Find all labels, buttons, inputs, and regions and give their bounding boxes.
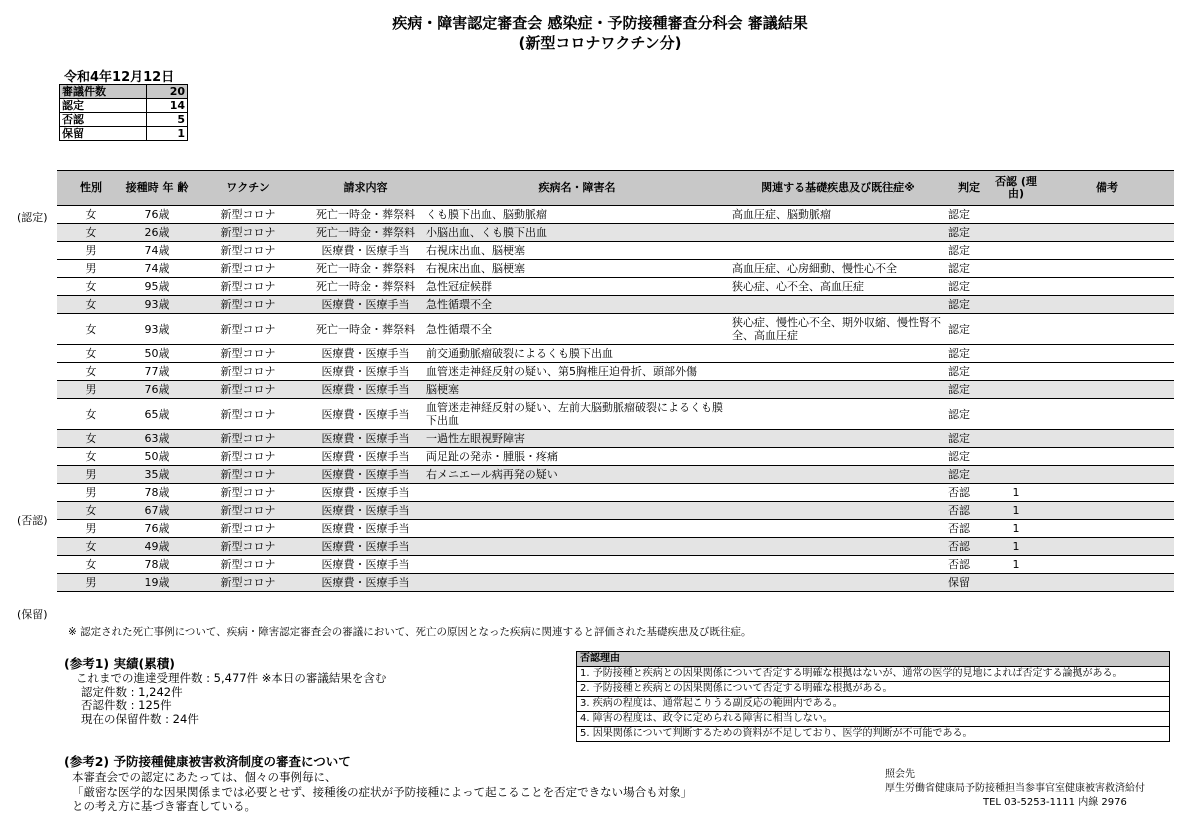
cell-remarks (1040, 466, 1174, 484)
table-row (57, 399, 1174, 430)
cell-sex: 女 (57, 430, 125, 448)
cell-underlying (730, 484, 946, 502)
denial-reason-item: 5. 因果関係について判断するための資料が不足しており、医学的判断が不可能である。 (577, 727, 1170, 742)
cell-sex: 男 (57, 484, 125, 502)
cell-disease (424, 556, 730, 574)
reference-2-line: 本審査会での認定にあたっては、個々の事例毎に、 (72, 770, 337, 784)
cell-age: 77歳 (125, 363, 189, 381)
cell-vaccine: 新型コロナ (189, 502, 307, 520)
cell-sex: 女 (57, 538, 125, 556)
cell-judgment: 否認 (946, 556, 992, 574)
cell-remarks (1040, 520, 1174, 538)
total-denied: 否認件数 : 125件 (81, 698, 172, 712)
cell-vaccine: 新型コロナ (189, 520, 307, 538)
contact-label: 照会先 (885, 769, 915, 780)
cell-sex: 女 (57, 363, 125, 381)
cell-denial (992, 345, 1040, 363)
cell-age: 67歳 (125, 502, 189, 520)
denial-reason-item: 3. 疾病の程度は、通常起こりうる副反応の範囲内である。 (577, 697, 1170, 712)
table-row (57, 345, 1174, 363)
cell-disease: 一過性左眼視野障害 (424, 430, 730, 448)
cell-vaccine: 新型コロナ (189, 296, 307, 314)
cell-sex: 女 (57, 502, 125, 520)
cell-sex: 女 (57, 399, 125, 430)
cell-denial: 1 (992, 520, 1040, 538)
cell-sex: 女 (57, 278, 125, 296)
cell-age: 35歳 (125, 466, 189, 484)
cell-underlying (730, 430, 946, 448)
cell-denial (992, 430, 1040, 448)
cell-sex: 女 (57, 224, 125, 242)
cell-age: 76歳 (125, 206, 189, 224)
cell-claim: 医療費・医療手当 (307, 363, 424, 381)
group-label-denied: (否認) (17, 514, 48, 527)
cell-claim: 医療費・医療手当 (307, 466, 424, 484)
summary-table (59, 84, 188, 141)
cell-judgment: 認定 (946, 260, 992, 278)
cell-sex: 女 (57, 296, 125, 314)
cell-vaccine: 新型コロナ (189, 448, 307, 466)
table-row (57, 260, 1174, 278)
cell-age: 93歳 (125, 296, 189, 314)
header-vaccine: ワクチン (189, 171, 307, 206)
cell-disease: 急性循環不全 (424, 296, 730, 314)
header-disease: 疾病名・障害名 (424, 171, 730, 206)
cell-disease (424, 574, 730, 592)
cell-sex: 女 (57, 314, 125, 345)
cell-judgment: 保留 (946, 574, 992, 592)
header-remarks: 備考 (1040, 171, 1174, 206)
denial-reasons-table (576, 651, 1170, 742)
table-row (57, 466, 1174, 484)
summary-label: 否認 (60, 113, 147, 127)
cell-remarks (1040, 538, 1174, 556)
cell-vaccine: 新型コロナ (189, 484, 307, 502)
cell-denial (992, 466, 1040, 484)
cell-age: 63歳 (125, 430, 189, 448)
cell-age: 65歳 (125, 399, 189, 430)
cell-vaccine: 新型コロナ (189, 556, 307, 574)
table-row (57, 448, 1174, 466)
cell-claim: 死亡一時金・葬祭料 (307, 224, 424, 242)
cell-sex: 男 (57, 242, 125, 260)
table-row (57, 556, 1174, 574)
cell-vaccine: 新型コロナ (189, 224, 307, 242)
cell-remarks (1040, 399, 1174, 430)
cell-underlying (730, 538, 946, 556)
cell-remarks (1040, 206, 1174, 224)
cell-disease: 右メニエール病再発の疑い (424, 466, 730, 484)
cell-age: 76歳 (125, 520, 189, 538)
cell-underlying (730, 448, 946, 466)
reference-2-line: 「厳密な医学的な因果関係までは必要とせず、接種後の症状が予防接種によって起こることを否定できない場合も対象」 (72, 784, 693, 799)
header-sex: 性別 (57, 171, 125, 206)
summary-value: 1 (147, 127, 188, 141)
cell-underlying (730, 381, 946, 399)
cell-vaccine: 新型コロナ (189, 430, 307, 448)
cell-vaccine: 新型コロナ (189, 278, 307, 296)
cell-vaccine: 新型コロナ (189, 242, 307, 260)
contact-info (885, 768, 1145, 810)
page-title: 疾病・障害認定審査会 感染症・予防接種審査分科会 審議結果 (392, 14, 808, 32)
table-row (57, 502, 1174, 520)
cell-age: 76歳 (125, 381, 189, 399)
cell-claim: 医療費・医療手当 (307, 399, 424, 430)
summary-label: 認定 (60, 99, 147, 113)
table-row (57, 574, 1174, 592)
contact-dept: 厚生労働省健康局予防接種担当参事官室健康被害救済給付 (885, 783, 1145, 794)
cell-denial (992, 278, 1040, 296)
table-row (57, 296, 1174, 314)
cell-vaccine: 新型コロナ (189, 466, 307, 484)
summary-label: 保留 (60, 127, 147, 141)
cell-denial (992, 381, 1040, 399)
cell-underlying (730, 466, 946, 484)
cell-remarks (1040, 484, 1174, 502)
cell-underlying (730, 363, 946, 381)
table-row (57, 520, 1174, 538)
cell-sex: 男 (57, 574, 125, 592)
reference-2-line: との考え方に基づき審査している。 (72, 799, 256, 813)
cell-remarks (1040, 556, 1174, 574)
cell-claim: 医療費・医療手当 (307, 538, 424, 556)
table-row (57, 206, 1174, 224)
cell-judgment: 認定 (946, 448, 992, 466)
cell-denial (992, 242, 1040, 260)
summary-value: 5 (147, 113, 188, 127)
cell-vaccine: 新型コロナ (189, 206, 307, 224)
table-header-row (57, 171, 1174, 206)
cell-denial (992, 363, 1040, 381)
group-label-approved: (認定) (17, 211, 48, 224)
denial-reason-item: 4. 障害の程度は、政令に定められる障害に相当しない。 (577, 712, 1170, 727)
header-judgment: 判定 (946, 171, 992, 206)
cell-remarks (1040, 502, 1174, 520)
reference-1-title: (参考1) 実績(累積) (64, 656, 175, 671)
cell-vaccine: 新型コロナ (189, 345, 307, 363)
cell-denial (992, 224, 1040, 242)
footnote: ※ 認定された死亡事例について、疾病・障害認定審査会の審議において、死亡の原因となった疾病に関連すると評価された基礎疾患及び既往症。 (68, 626, 752, 638)
cell-claim: 医療費・医療手当 (307, 520, 424, 538)
cell-claim: 医療費・医療手当 (307, 242, 424, 260)
cell-claim: 医療費・医療手当 (307, 502, 424, 520)
cell-underlying (730, 296, 946, 314)
cell-underlying: 狭心症、慢性心不全、期外収縮、慢性腎不全、高血圧症 (730, 314, 946, 345)
cell-denial (992, 206, 1040, 224)
cell-claim: 死亡一時金・葬祭料 (307, 260, 424, 278)
cell-age: 19歳 (125, 574, 189, 592)
cell-underlying (730, 345, 946, 363)
cell-claim: 医療費・医療手当 (307, 448, 424, 466)
cell-claim: 医療費・医療手当 (307, 574, 424, 592)
cell-remarks (1040, 242, 1174, 260)
cell-sex: 女 (57, 345, 125, 363)
header-denial: 否認 (理由) (992, 171, 1040, 206)
cell-claim: 死亡一時金・葬祭料 (307, 278, 424, 296)
cell-denial (992, 399, 1040, 430)
cell-vaccine: 新型コロナ (189, 314, 307, 345)
cell-age: 49歳 (125, 538, 189, 556)
cell-remarks (1040, 430, 1174, 448)
cell-sex: 男 (57, 381, 125, 399)
cell-vaccine: 新型コロナ (189, 381, 307, 399)
cell-underlying: 狭心症、心不全、高血圧症 (730, 278, 946, 296)
cell-disease: 両足趾の発赤・腫脹・疼痛 (424, 448, 730, 466)
cell-remarks (1040, 296, 1174, 314)
group-label-pending: (保留) (17, 608, 48, 621)
table-row (57, 363, 1174, 381)
cell-sex: 男 (57, 520, 125, 538)
cell-age: 78歳 (125, 484, 189, 502)
summary-label: 審議件数 (60, 85, 147, 99)
cell-judgment: 認定 (946, 399, 992, 430)
reference-2-title: (参考2) 予防接種健康被害救済制度の審査について (64, 754, 351, 769)
cell-age: 93歳 (125, 314, 189, 345)
cell-judgment: 認定 (946, 363, 992, 381)
cell-underlying (730, 502, 946, 520)
cell-judgment: 認定 (946, 430, 992, 448)
cell-age: 74歳 (125, 260, 189, 278)
cell-disease: 急性循環不全 (424, 314, 730, 345)
total-received: これまでの進達受理件数 : 5,477件 ※本日の審議結果を含む (76, 671, 387, 685)
cell-disease: 血管迷走神経反射の疑い、左前大脳動脈瘤破裂によるくも膜下出血 (424, 399, 730, 430)
header-age: 接種時 年 齢 (125, 171, 189, 206)
summary-row (60, 127, 188, 141)
table-row (57, 278, 1174, 296)
reference-2 (64, 752, 692, 814)
page-subtitle: (新型コロナワクチン分) (518, 34, 682, 52)
cell-denial (992, 448, 1040, 466)
summary-row (60, 85, 188, 99)
summary-row (60, 113, 188, 127)
cell-claim: 医療費・医療手当 (307, 381, 424, 399)
cell-underlying (730, 556, 946, 574)
cell-claim: 医療費・医療手当 (307, 345, 424, 363)
table-row (57, 538, 1174, 556)
cell-age: 78歳 (125, 556, 189, 574)
cell-age: 95歳 (125, 278, 189, 296)
summary-value: 14 (147, 99, 188, 113)
total-approved: 認定件数 : 1,242件 (81, 684, 183, 699)
cell-age: 26歳 (125, 224, 189, 242)
cell-judgment: 認定 (946, 314, 992, 345)
cell-sex: 女 (57, 206, 125, 224)
table-row (57, 484, 1174, 502)
cell-age: 74歳 (125, 242, 189, 260)
cell-vaccine: 新型コロナ (189, 574, 307, 592)
cell-remarks (1040, 574, 1174, 592)
cell-remarks (1040, 448, 1174, 466)
cell-claim: 医療費・医療手当 (307, 430, 424, 448)
cell-disease: 脳梗塞 (424, 381, 730, 399)
cell-disease: 急性冠症候群 (424, 278, 730, 296)
results-table (57, 170, 1174, 592)
cell-disease (424, 502, 730, 520)
cell-judgment: 否認 (946, 520, 992, 538)
cell-underlying (730, 224, 946, 242)
cell-denial: 1 (992, 538, 1040, 556)
header-claim: 請求内容 (307, 171, 424, 206)
cell-age: 50歳 (125, 345, 189, 363)
cell-age: 50歳 (125, 448, 189, 466)
cell-judgment: 認定 (946, 296, 992, 314)
cell-disease: 前交通動脈瘤破裂によるくも膜下出血 (424, 345, 730, 363)
cell-underlying: 高血圧症、脳動脈瘤 (730, 206, 946, 224)
cell-denial: 1 (992, 484, 1040, 502)
summary-value: 20 (147, 85, 188, 99)
header-underlying: 関連する基礎疾患及び既往症※ (730, 171, 946, 206)
denial-reason-item: 1. 予防接種と疾病との因果関係について否定する明確な根拠はないが、通常の医学的見地によれば否定する論拠がある。 (577, 667, 1170, 682)
cell-disease (424, 538, 730, 556)
cell-sex: 男 (57, 466, 125, 484)
cell-disease: 小脳出血、くも膜下出血 (424, 224, 730, 242)
cell-underlying: 高血圧症、心房細動、慢性心不全 (730, 260, 946, 278)
cell-denial (992, 574, 1040, 592)
cell-remarks (1040, 314, 1174, 345)
cell-claim: 死亡一時金・葬祭料 (307, 314, 424, 345)
cell-disease: くも膜下出血、脳動脈瘤 (424, 206, 730, 224)
cell-vaccine: 新型コロナ (189, 538, 307, 556)
table-row (57, 430, 1174, 448)
cell-judgment: 認定 (946, 278, 992, 296)
cell-remarks (1040, 224, 1174, 242)
cell-vaccine: 新型コロナ (189, 399, 307, 430)
cell-denial (992, 260, 1040, 278)
table-row (57, 381, 1174, 399)
cell-judgment: 認定 (946, 466, 992, 484)
cell-denial: 1 (992, 556, 1040, 574)
cell-judgment: 否認 (946, 484, 992, 502)
table-row (57, 242, 1174, 260)
denial-reasons-title: 否認理由 (577, 652, 1170, 667)
cell-claim: 死亡一時金・葬祭料 (307, 206, 424, 224)
cell-disease: 血管迷走神経反射の疑い、第5胸椎圧迫骨折、頭部外傷 (424, 363, 730, 381)
cell-underlying (730, 242, 946, 260)
cell-judgment: 否認 (946, 538, 992, 556)
cell-remarks (1040, 381, 1174, 399)
cell-disease (424, 484, 730, 502)
cell-disease: 右視床出血、脳梗塞 (424, 260, 730, 278)
cell-judgment: 認定 (946, 345, 992, 363)
cell-claim: 医療費・医療手当 (307, 296, 424, 314)
table-row (57, 314, 1174, 345)
cell-sex: 女 (57, 556, 125, 574)
cell-underlying (730, 399, 946, 430)
cell-remarks (1040, 363, 1174, 381)
cell-remarks (1040, 278, 1174, 296)
reference-1 (64, 654, 386, 726)
cell-judgment: 認定 (946, 381, 992, 399)
meeting-date: 令和4年12月12日 (64, 70, 175, 85)
cell-denial (992, 314, 1040, 345)
cell-claim: 医療費・医療手当 (307, 484, 424, 502)
cell-denial (992, 296, 1040, 314)
cell-underlying (730, 520, 946, 538)
cell-judgment: 認定 (946, 242, 992, 260)
cell-judgment: 認定 (946, 206, 992, 224)
cell-claim: 医療費・医療手当 (307, 556, 424, 574)
cell-sex: 女 (57, 448, 125, 466)
cell-vaccine: 新型コロナ (189, 363, 307, 381)
cell-remarks (1040, 260, 1174, 278)
cell-disease: 右視床出血、脳梗塞 (424, 242, 730, 260)
contact-tel: TEL 03-5253-1111 内線 2976 (983, 797, 1127, 808)
denial-reason-item: 2. 予防接種と疾病との因果関係について否定する明確な根拠がある。 (577, 682, 1170, 697)
cell-remarks (1040, 345, 1174, 363)
summary-row (60, 99, 188, 113)
cell-judgment: 否認 (946, 502, 992, 520)
cell-disease (424, 520, 730, 538)
cell-judgment: 認定 (946, 224, 992, 242)
cell-underlying (730, 574, 946, 592)
cell-denial: 1 (992, 502, 1040, 520)
table-row (57, 224, 1174, 242)
cell-sex: 男 (57, 260, 125, 278)
cell-vaccine: 新型コロナ (189, 260, 307, 278)
total-pending: 現在の保留件数 : 24件 (81, 711, 199, 726)
